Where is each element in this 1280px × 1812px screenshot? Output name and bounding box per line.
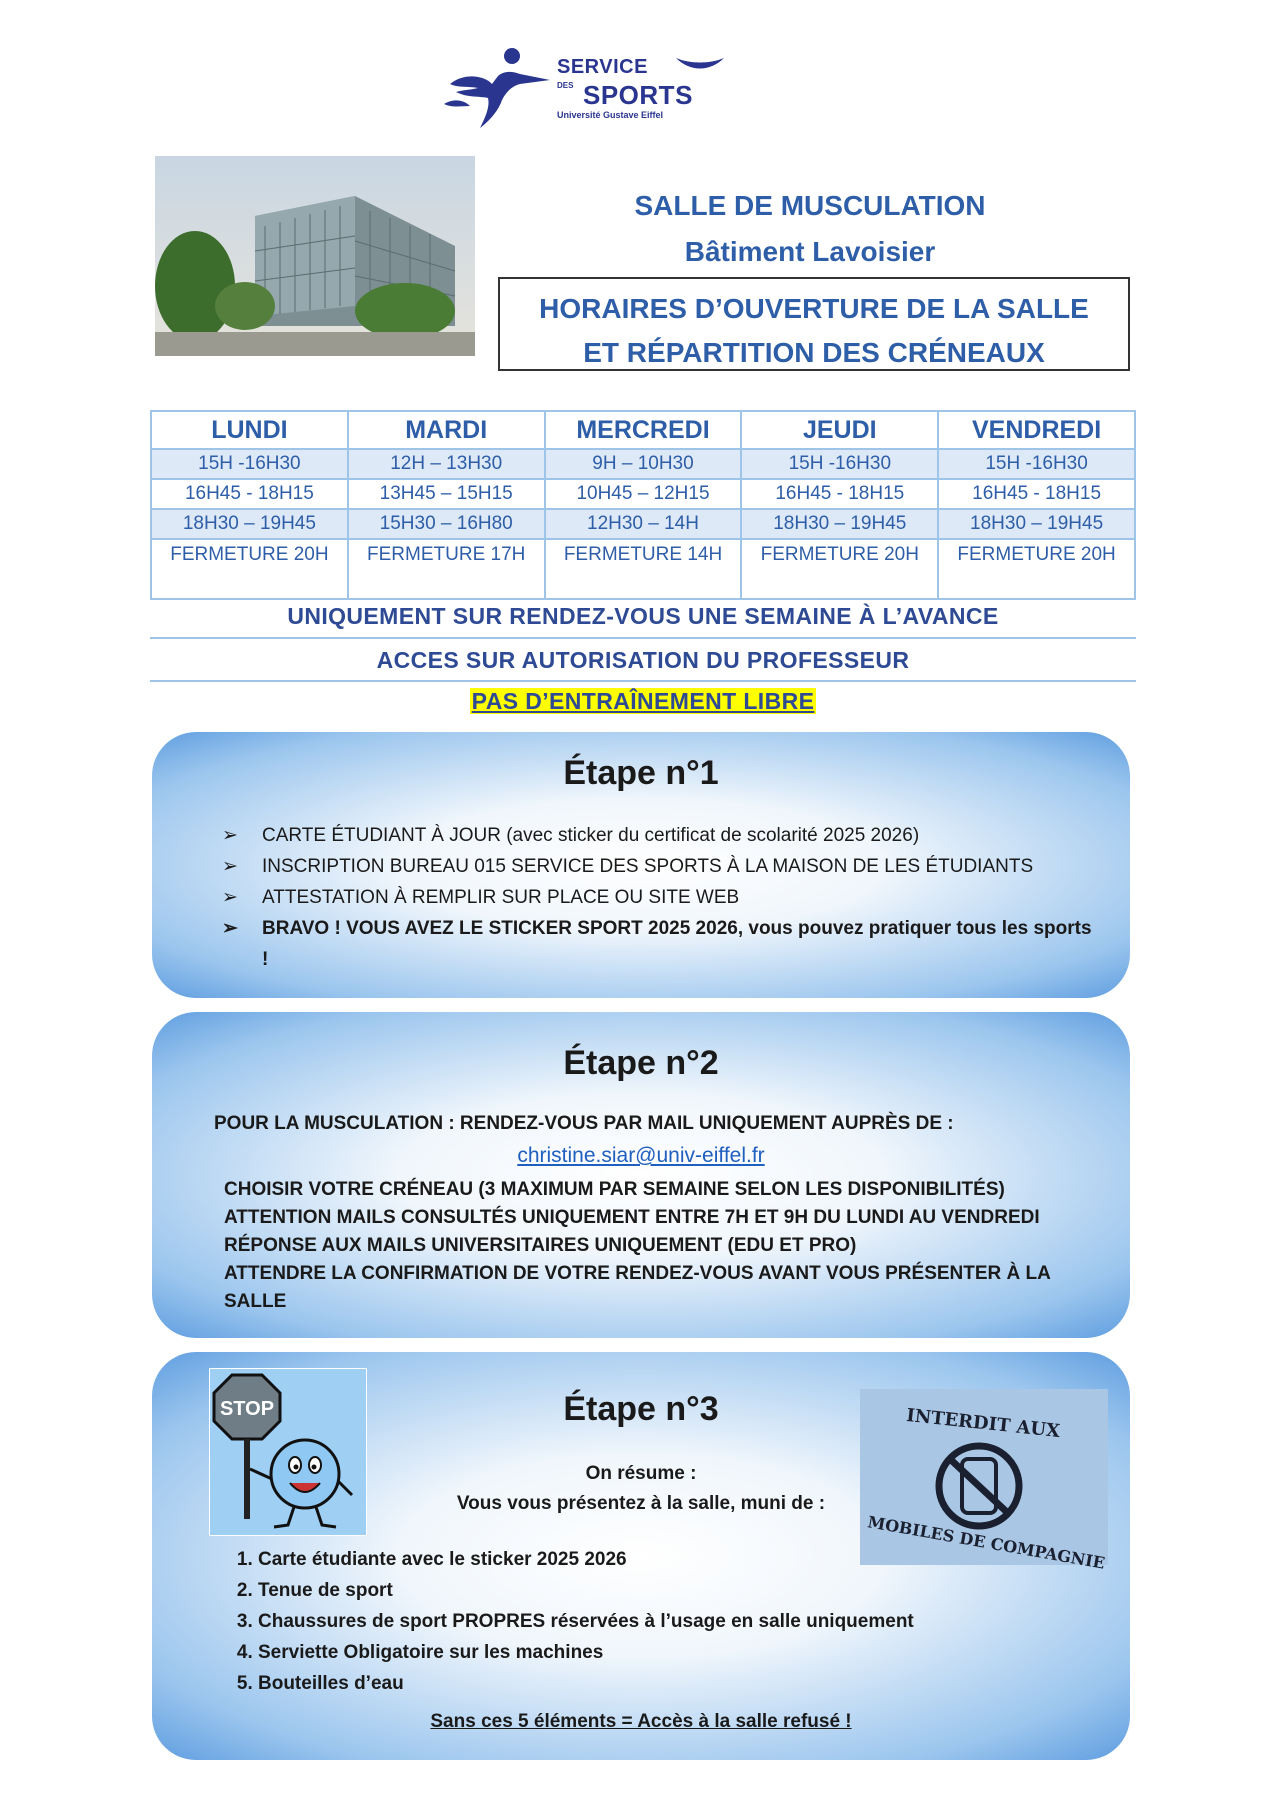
no-phone-sign-top: INTERDIT AUX [905,1404,1061,1443]
step3-summary-label: On résume : [585,1463,697,1484]
building-photo [155,156,475,356]
logo-text-sports: SPORTS [583,80,693,110]
logo-swoosh-icon [676,56,724,72]
closing-time: FERMETURE 20H [938,539,1135,599]
list-item: ➢ CARTE ÉTUDIANT À JOUR (avec sticker du certificat de scolarité 2025 2026) [222,820,1102,851]
step2-line: CHOISIR VOTRE CRÉNEAU (3 MAXIMUM PAR SEMAINE SELON LES DISPONIBILITÉS) [224,1179,1005,1200]
table-row [151,479,1135,509]
notice-authorization: ACCES SUR AUTORISATION DU PROFESSEUR [376,647,910,673]
day-header: MERCREDI [545,411,742,449]
notice-appointment: UNIQUEMENT SUR RENDEZ-VOUS UNE SEMAINE À L’AVANCE [287,603,999,629]
divider [150,680,1136,682]
service-des-sports-logo [440,46,740,132]
step2-line: ATTENDRE LA CONFIRMATION DE VOTRE RENDEZ-VOUS AVANT VOUS PRÉSENTER À LA SALLE [224,1263,1051,1312]
highlighted-notice: PAS D’ENTRAÎNEMENT LIBRE [471,688,815,714]
contact-email-link[interactable]: christine.siar@univ-eiffel.fr [517,1144,765,1167]
day-header: VENDREDI [938,411,1135,449]
hours-title-line1: HORAIRES D’OUVERTURE DE LA SALLE [539,293,1089,324]
step1-panel [152,732,1130,998]
step3-checklist [202,1544,914,1699]
time-slot: 18H30 – 19H45 [938,509,1135,539]
time-slot: 15H -16H30 [938,449,1135,479]
table-row [151,509,1135,539]
day-header: LUNDI [151,411,348,449]
time-slot: 13H45 – 15H15 [348,479,545,509]
day-header: MARDI [348,411,545,449]
time-slot: 12H – 13H30 [348,449,545,479]
time-slot: 15H -16H30 [151,449,348,479]
running-figure-logo-icon [440,46,558,132]
notice-no-free-training [150,688,1136,715]
schedule-table [150,410,1136,600]
step1-list [222,820,1102,975]
table-row [151,449,1135,479]
time-slot: 12H30 – 14H [545,509,742,539]
step2-title: Étape n°2 [563,1044,719,1082]
day-header: JEUDI [741,411,938,449]
arrow-bullet-icon: ➢ [222,887,238,908]
stop-sign-icon [209,1368,367,1536]
list-item: 4. Serviette Obligatoire sur les machines [258,1637,914,1668]
arrow-bullet-icon: ➢ [222,825,238,846]
logo-text-service: SERVICE [557,56,648,78]
closing-time: FERMETURE 14H [545,539,742,599]
list-item: 5. Bouteilles d’eau [258,1668,914,1699]
time-slot: 16H45 - 18H15 [741,479,938,509]
step2-line: RÉPONSE AUX MAILS UNIVERSITAIRES UNIQUEMENT (EDU ET PRO) [224,1235,857,1256]
time-slot: 15H30 – 16H80 [348,509,545,539]
step2-line: ATTENTION MAILS CONSULTÉS UNIQUEMENT ENTRE 7H ET 9H DU LUNDI AU VENDREDI [224,1207,1040,1228]
step3-summary-text: Vous vous présentez à la salle, muni de : [456,1493,826,1514]
page-title: SALLE DE MUSCULATION [634,190,986,221]
time-slot: 18H30 – 19H45 [741,509,938,539]
list-item: ➢ BRAVO ! VOUS AVEZ LE STICKER SPORT 2025 2026, vous pouvez pratiquer tous les sports ! [222,913,1102,975]
table-header-row [151,411,1135,449]
arrow-bullet-icon: ➢ [222,856,238,877]
list-item: ➢ INSCRIPTION BUREAU 015 SERVICE DES SPORTS À LA MAISON DE LES ÉTUDIANTS [222,851,1102,882]
stop-sign-text: STOP [219,1398,275,1420]
time-slot: 10H45 – 12H15 [545,479,742,509]
closing-time: FERMETURE 20H [741,539,938,599]
step2-intro: POUR LA MUSCULATION : RENDEZ-VOUS PAR MAIL UNIQUEMENT AUPRÈS DE : [214,1113,954,1134]
step1-title: Étape n°1 [563,754,719,792]
time-slot: 15H -16H30 [741,449,938,479]
time-slot: 16H45 - 18H15 [151,479,348,509]
step2-panel [152,1012,1130,1338]
no-phone-sign-bottom: MOBILES DE COMPAGNIE [866,1512,1107,1573]
logo-text-university: Université Gustave Eiffel [557,110,664,120]
arrow-bullet-icon: ➢ [222,918,238,939]
step3-title: Étape n°3 [563,1390,719,1428]
page-subtitle: Bâtiment Lavoisier [684,236,936,267]
table-row [151,539,1135,599]
closing-time: FERMETURE 17H [348,539,545,599]
time-slot: 9H – 10H30 [545,449,742,479]
closing-time: FERMETURE 20H [151,539,348,599]
list-item: 3. Chaussures de sport PROPRES réservées à l’usage en salle uniquement [258,1606,914,1637]
time-slot: 18H30 – 19H45 [151,509,348,539]
hours-title-box [498,277,1130,371]
no-phone-icon [860,1389,1108,1573]
step3-footer: Sans ces 5 éléments = Accès à la salle refusé ! [430,1711,852,1732]
divider [150,637,1136,639]
time-slot: 16H45 - 18H15 [938,479,1135,509]
list-item: ➢ ATTESTATION À REMPLIR SUR PLACE OU SITE WEB [222,882,1102,913]
hours-title-line2: ET RÉPARTITION DES CRÉNEAUX [583,337,1045,368]
logo-text-des: DES [557,81,574,90]
list-item: 1. Carte étudiante avec le sticker 2025 2026 [258,1544,914,1575]
list-item: 2. Tenue de sport [258,1575,914,1606]
